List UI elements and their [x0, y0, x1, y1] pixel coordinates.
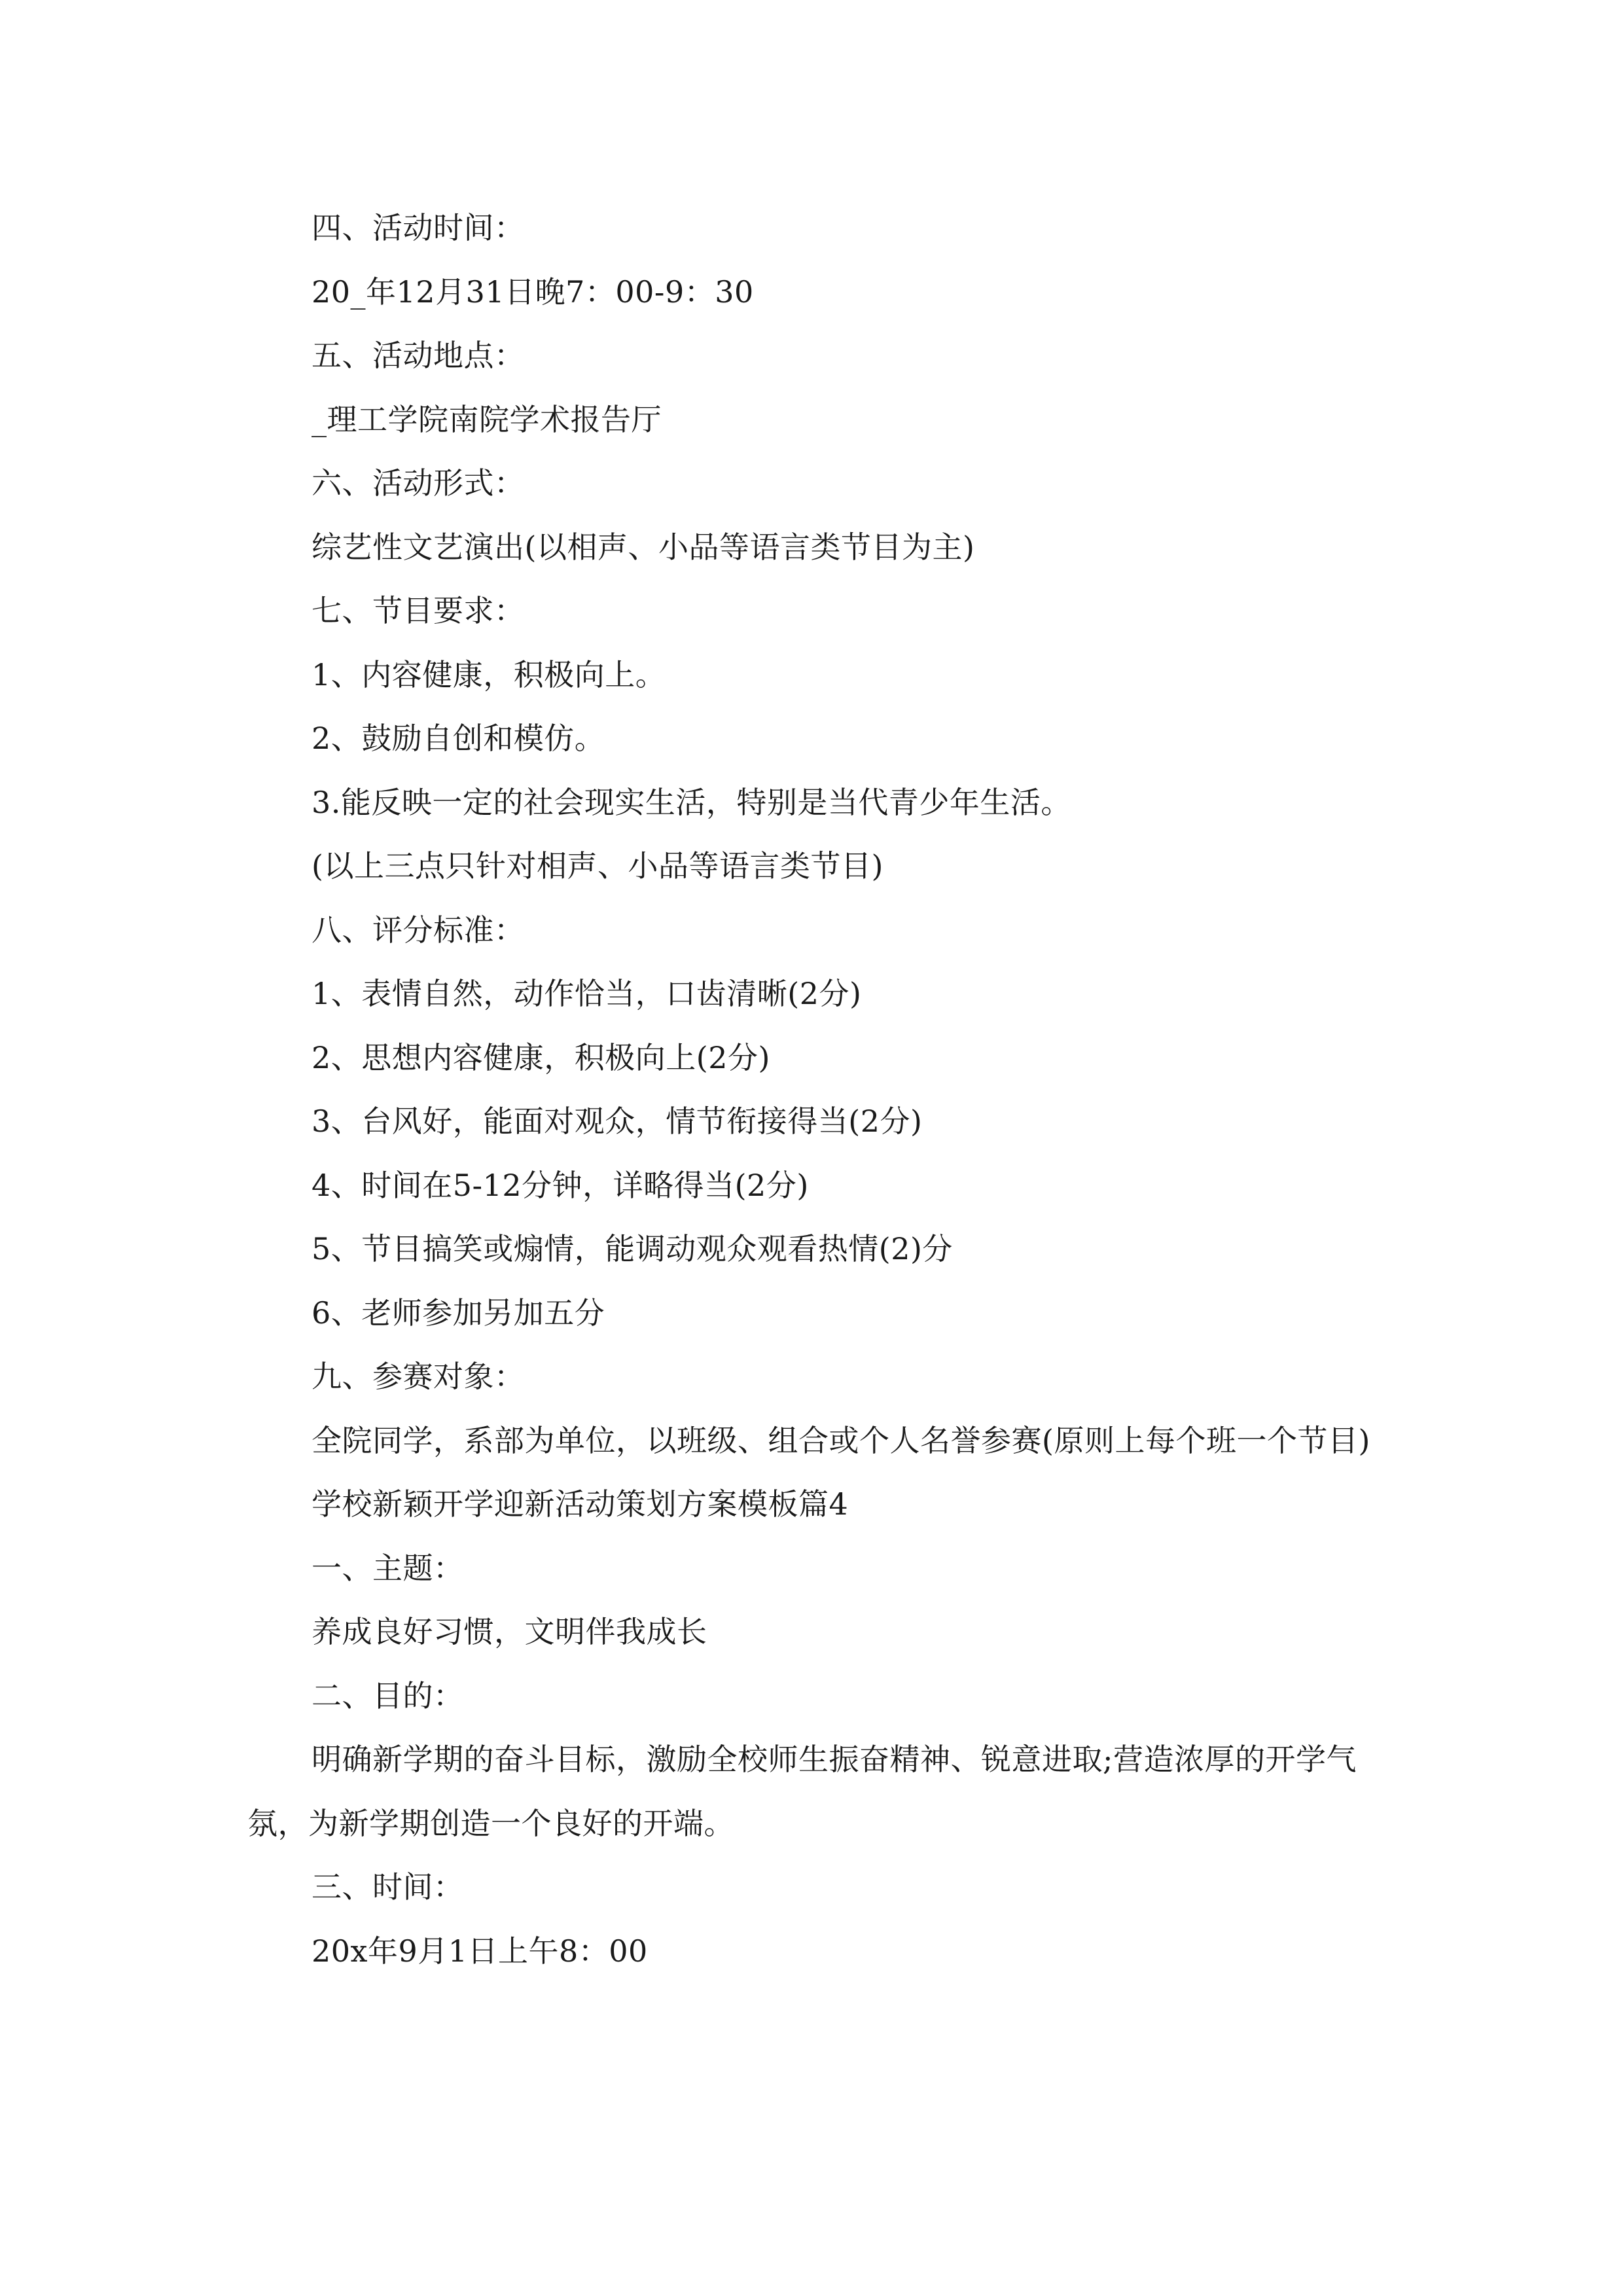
section-heading-theme: 一、主题： — [312, 1550, 464, 1586]
paragraph-location-value: _理工学院南院学术报告厅 — [312, 401, 662, 437]
paragraph-purpose-value: 明确新学期的奋斗目标，激励全校师生振奋精神、锐意进取;营造浓厚的开学气氛，为新学期创造一个良好的开端。 — [247, 1742, 1357, 1841]
paragraph-schedule-value: 20x年9月1日上午8：00 — [312, 1933, 648, 1969]
list-item-scoring-2: 2、思想内容健康，积极向上(2分) — [312, 1039, 770, 1075]
section-heading-time: 四、活动时间： — [312, 210, 525, 245]
section-heading-format: 六、活动形式： — [312, 465, 525, 501]
list-item-scoring-1: 1、表情自然，动作恰当，口齿清晰(2分) — [312, 976, 862, 1011]
paragraph-participants-value: 全院同学，系部为单位，以班级、组合或个人名誉参赛(原则上每个班一个节目) — [312, 1422, 1370, 1458]
list-item-scoring-6: 6、老师参加另加五分 — [312, 1295, 605, 1331]
paragraph-time-value: 20_年12月31日晚7：00-9：30 — [312, 274, 754, 310]
paragraph-format-value: 综艺性文艺演出(以相声、小品等语言类节目为主) — [312, 529, 975, 565]
section-heading-scoring: 八、评分标准： — [312, 912, 525, 948]
paragraph-theme-value: 养成良好习惯，文明伴我成长 — [312, 1614, 707, 1649]
list-item-scoring-4: 4、时间在5-12分钟，详略得当(2分) — [312, 1167, 809, 1203]
list-item-requirement-1: 1、内容健康，积极向上。 — [312, 656, 666, 692]
paragraph-requirement-note: (以上三点只针对相声、小品等语言类节目) — [312, 848, 883, 884]
list-item-scoring-3: 3、台风好，能面对观众，情节衔接得当(2分) — [312, 1103, 923, 1139]
section-heading-schedule: 三、时间： — [312, 1869, 464, 1905]
section-heading-location: 五、活动地点： — [312, 338, 525, 373]
section-heading-requirements: 七、节目要求： — [312, 593, 525, 628]
list-item-scoring-5: 5、节目搞笑或煽情，能调动观众观看热情(2)分 — [312, 1231, 953, 1266]
section-heading-participants: 九、参赛对象： — [312, 1359, 525, 1394]
list-item-requirement-2: 2、鼓励自创和模仿。 — [312, 721, 605, 756]
document-subtitle: 学校新颖开学迎新活动策划方案模板篇4 — [312, 1486, 849, 1522]
list-item-requirement-3: 3.能反映一定的社会现实生活，特别是当代青少年生活。 — [312, 784, 1071, 820]
section-heading-purpose: 二、目的： — [312, 1677, 464, 1713]
document-body — [247, 196, 1380, 1983]
